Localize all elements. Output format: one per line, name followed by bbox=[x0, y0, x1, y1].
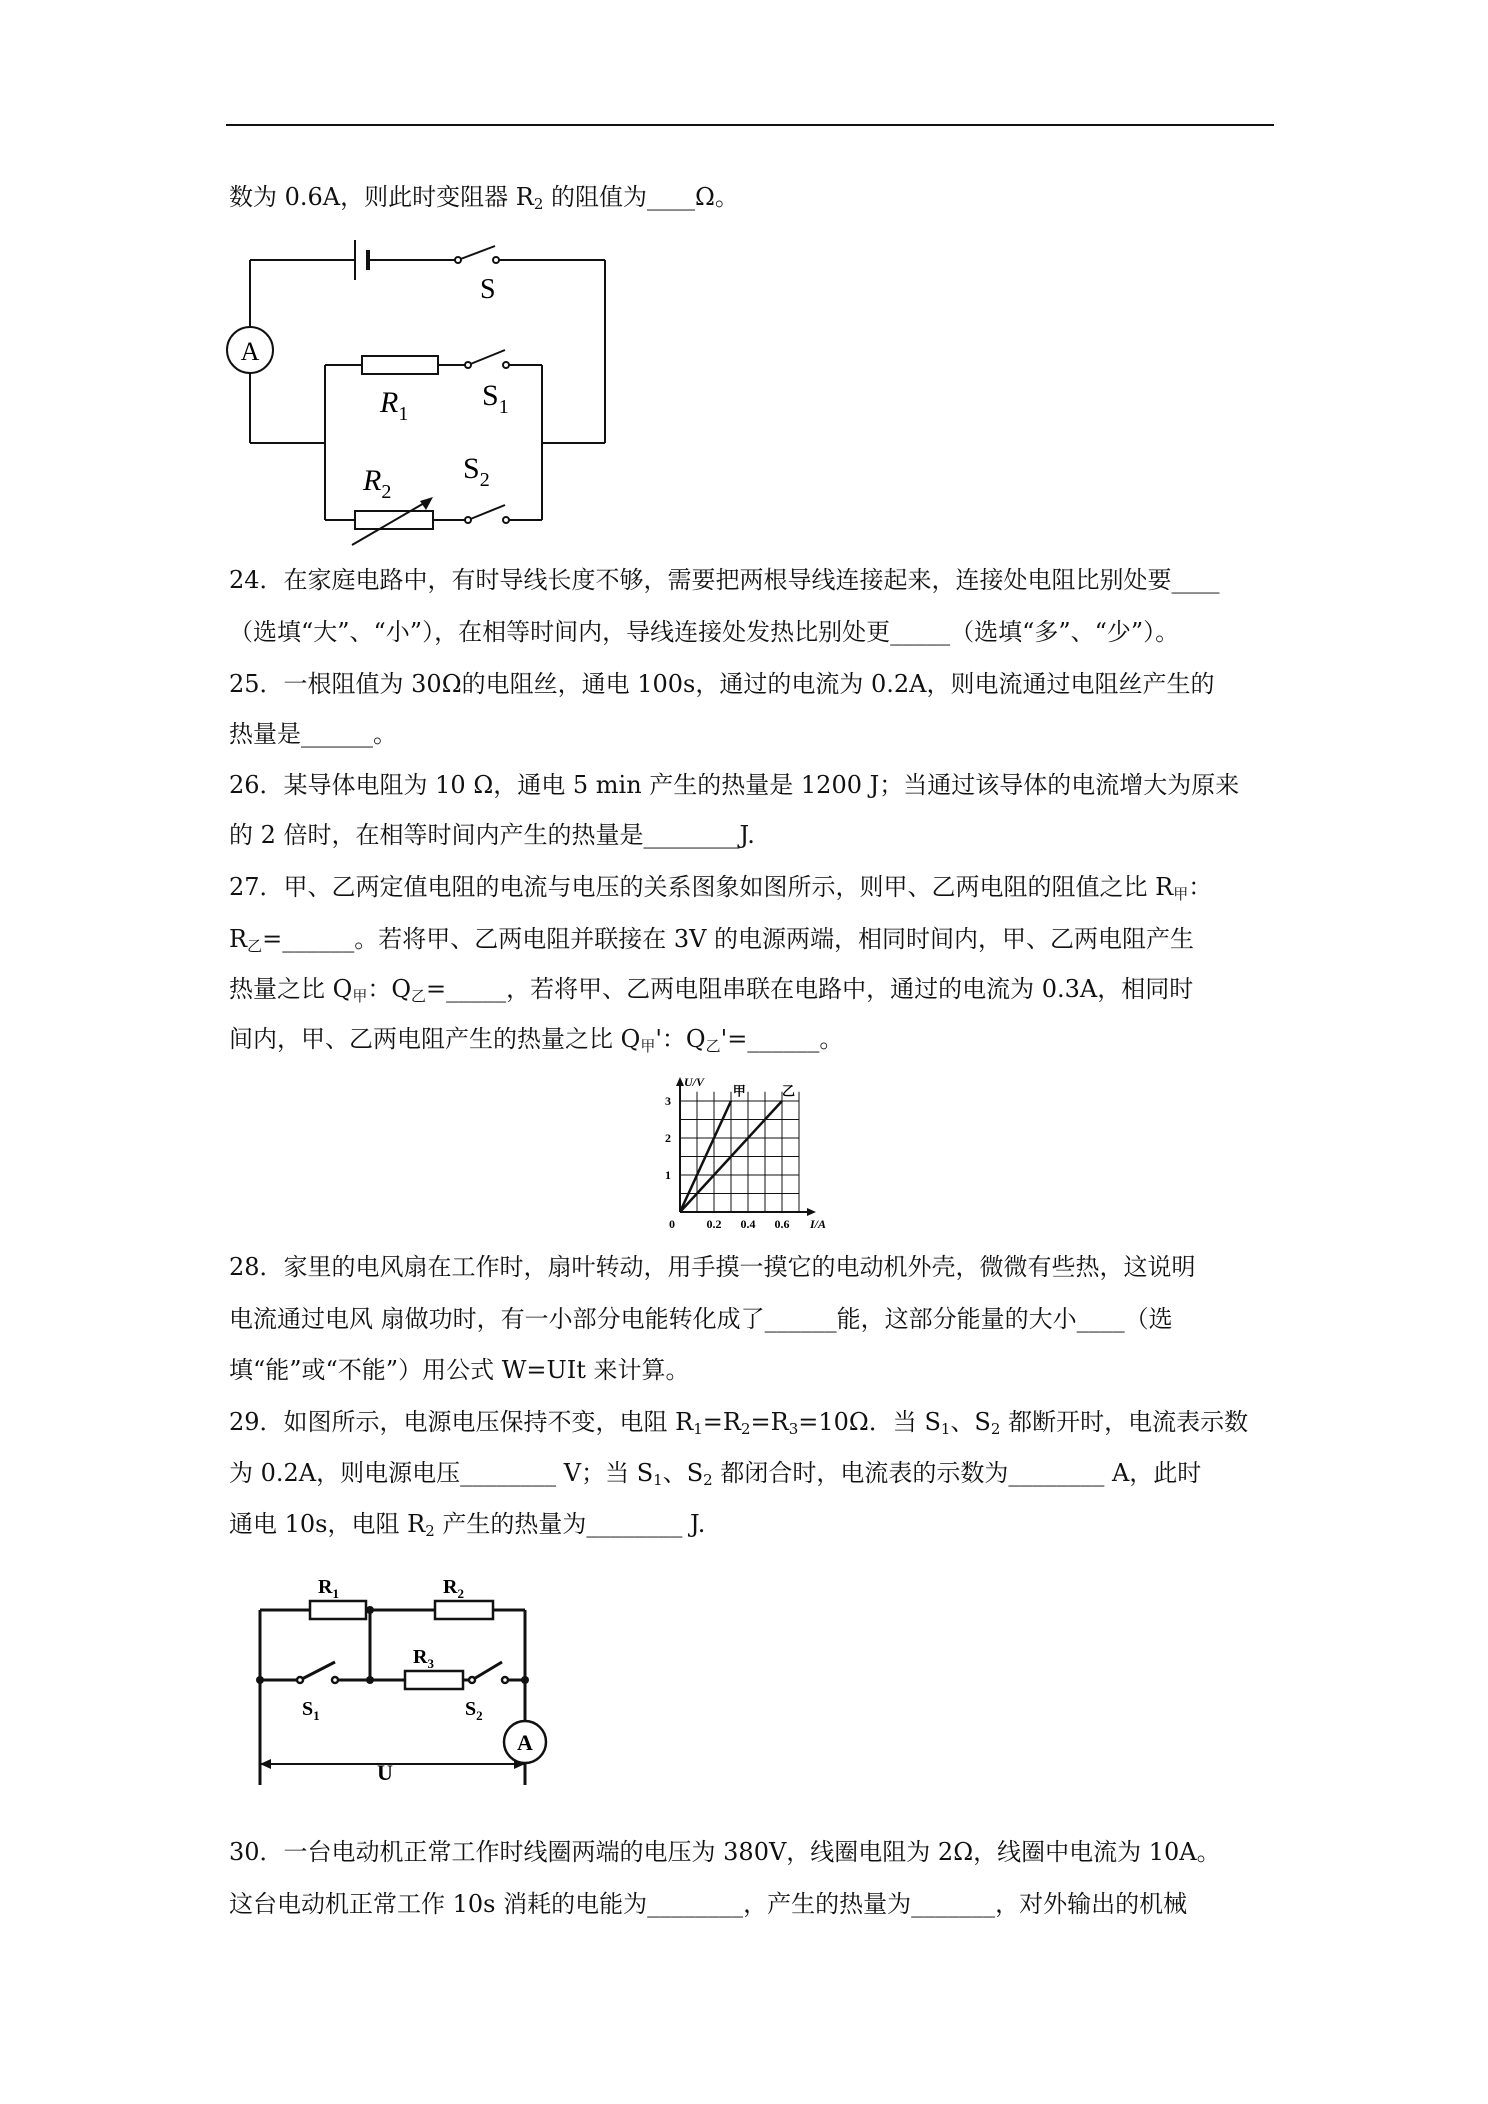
voltage-label: U bbox=[377, 1760, 393, 1785]
circuit-diagram-2 bbox=[240, 1565, 570, 1795]
q29-line1: 29．如图所示，电源电压保持不变，电阻 $R_1=R_2=R_3=10\Omega$．当 $S_1$、$S_2$ 都断开时，电流表示数 bbox=[229, 1408, 1249, 1438]
q24-line1: 24．在家庭电路中，有时导线长度不够，需要把两根导线连接起来，连接处电阻比别处要____ bbox=[229, 566, 1220, 594]
y-axis-label: U/V bbox=[684, 1075, 705, 1089]
switch-s-label: S bbox=[480, 274, 496, 305]
q28-line3: 填“能”或“不能”）用公式 W=UIt 来计算。 bbox=[229, 1356, 690, 1384]
q28-line2: 电流通过电风 扇做功时，有一小部分电能转化成了______能，这部分能量的大小____（选 bbox=[229, 1305, 1173, 1333]
r2-label: $R_2$ bbox=[443, 1576, 464, 1601]
s2-label: $S_2$ bbox=[465, 1698, 483, 1723]
x-tick-0: 0 bbox=[669, 1217, 675, 1231]
series-label-jia: 甲 bbox=[732, 1083, 746, 1099]
q29-line3: 通电 10s，电阻 $R_2$ 产生的热量为________ J. bbox=[229, 1510, 706, 1540]
q28-line1: 28．家里的电风扇在工作时，扇叶转动，用手摸一摸它的电动机外壳，微微有些热，这说明 bbox=[229, 1253, 1196, 1281]
q24-line2: （选填“大”、“小”），在相等时间内，导线连接处发热比别处更_____（选填“多”、“少”）。 bbox=[229, 618, 1180, 646]
r3-label: $R_3$ bbox=[413, 1646, 434, 1671]
series-label-yi: 乙 bbox=[782, 1083, 796, 1099]
u-i-graph bbox=[650, 1072, 840, 1232]
q30-line1: 30．一台电动机正常工作时线圈两端的电压为 380V，线圈电阻为 2Ω，线圈中电流为 10A。 bbox=[229, 1838, 1221, 1866]
r2-label: $R_2$ bbox=[363, 464, 392, 503]
y-tick-3: 3 bbox=[665, 1094, 671, 1108]
x-axis-label: I/A bbox=[810, 1217, 827, 1231]
q27-line2: $R_乙=\_\_\_\_\_\_$。若将甲、乙两电阻并联接在 3V 的电源两端，相同时间内，甲、乙两电阻产生 bbox=[229, 925, 1195, 955]
q25-line2: 热量是______。 bbox=[229, 720, 397, 748]
q27-line4: 间内，甲、乙两电阻产生的热量之比 $Q_甲'$：$Q_乙'=\_\_\_\_\_\_$。 bbox=[229, 1025, 844, 1055]
q26-line1: 26．某导体电阻为 10 Ω，通电 5 min 产生的热量是 1200 J；当通过该导体的电流增大为原来 bbox=[229, 771, 1240, 799]
q27-line1: 27．甲、乙两定值电阻的电流与电压的关系图象如图所示，则甲、乙两电阻的阻值之比 $R_甲$： bbox=[229, 873, 1213, 903]
q26-line2: 的 2 倍时，在相等时间内产生的热量是________J. bbox=[229, 821, 755, 849]
text-line-top: 数为 0.6A，则此时变阻器 $R_2$ 的阻值为____Ω。 bbox=[229, 183, 739, 213]
y-tick-2: 2 bbox=[665, 1131, 671, 1145]
q25-line1: 25．一根阻值为 30Ω的电阻丝，通电 100s，通过的电流为 0.2A，则电流通过电阻丝产生的 bbox=[229, 670, 1215, 698]
q29-line2: 为 0.2A，则电源电压________ V；当 $S_1$、$S_2$ 都闭合时，电流表的示数为________ A，此时 bbox=[229, 1459, 1202, 1489]
x-tick-0.2: 0.2 bbox=[706, 1217, 722, 1231]
x-tick-0.4: 0.4 bbox=[740, 1217, 756, 1231]
r1-label: $R_1$ bbox=[318, 1576, 339, 1601]
ammeter-label: A bbox=[240, 337, 260, 366]
s2-label: $S_2$ bbox=[463, 452, 490, 491]
header-rule bbox=[226, 124, 1274, 126]
q30-line2: 这台电动机正常工作 10s 消耗的电能为________，产生的热量为_______，对外输出的机械 bbox=[229, 1890, 1188, 1918]
s1-label: $S_1$ bbox=[302, 1698, 320, 1723]
x-tick-0.6: 0.6 bbox=[774, 1217, 790, 1231]
r1-label: $R_1$ bbox=[380, 386, 409, 425]
q27-line3: 热量之比 $Q_甲$：$Q_乙=\_\_\_\_\_$，若将甲、乙两电阻串联在电路中，通过的电流为 0.3A，相同时 bbox=[229, 975, 1194, 1005]
ammeter-label: A bbox=[517, 1730, 533, 1755]
y-tick-1: 1 bbox=[665, 1168, 671, 1182]
s1-label: $S_1$ bbox=[482, 379, 509, 418]
circuit-diagram-1 bbox=[220, 230, 620, 560]
